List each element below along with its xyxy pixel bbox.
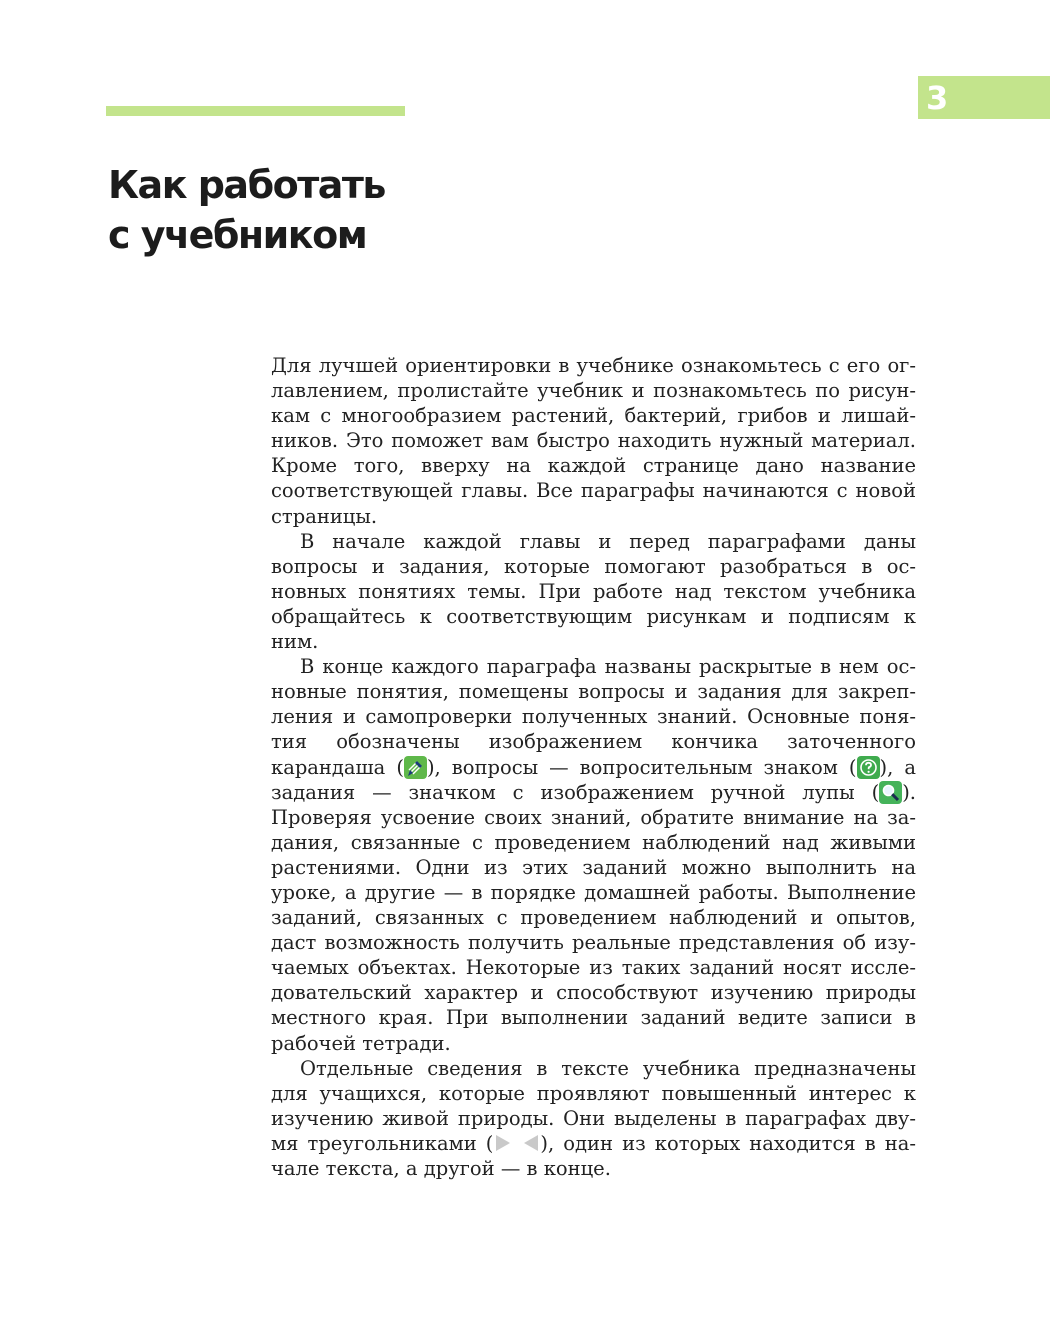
paragraph-3-part-1: В конце каждого параграфа названы раскрытые в нем основные понятия, помещены вопросы и задания для закрепления и самопроверки полученных знаний. Основные понятия обозначены изображением кончика заточенного карандаша (: [271, 655, 916, 779]
paragraph-4: [271, 1056, 916, 1181]
paragraph-4-part-1: Отдельные сведения в тексте учебника предназначены для учащихся, которые проявляют повышенный интерес к изучению живой природы. Они выделены в параграфах двумя треугольниками (: [271, 1056, 916, 1155]
triangle-right-icon: [496, 1135, 510, 1151]
paragraph-3-part-4: ). Проверяя усвоение своих знаний, обратите внимание на задания, связанные с проведением наблюдений над живыми растениями. Одни из этих заданий можно выполнить на уроке, а другие — в порядке домашней работы. Выполнение заданий, связанных с проведением наблюдений и опытов, даст возможность получить реальные представления об изучаемых объектах. Некоторые из таких заданий носят исследовательский характер и способствуют изучению природы местного края. При выполнении заданий ведите записи в рабочей тетради.: [271, 780, 916, 1055]
page-number-tab: [918, 76, 1050, 119]
pencil-icon: [404, 756, 427, 779]
question-mark-icon: [857, 756, 880, 779]
page-title: [108, 160, 385, 260]
page-title-line-1: Как работать: [108, 163, 385, 207]
paragraph-3-part-3: ), а задания — значком с изображением ручной лупы (: [271, 755, 916, 804]
header-accent-bar: [106, 106, 405, 116]
paragraph-4-part-2: ), один из которых находится в начале текста, а другой — в конце.: [271, 1131, 916, 1180]
page-number: 3: [926, 79, 949, 117]
paragraph-2: В начале каждой главы и перед параграфами даны вопросы и задания, которые помогают разобраться в основных понятиях темы. При работе над текстом учебника обращайтесь к соответствующим рисункам и подписям к ним.: [271, 529, 916, 654]
triangle-left-icon: [524, 1135, 538, 1151]
paragraph-3-part-2: ), вопросы — вопросительным знаком (: [426, 755, 857, 779]
body-text: [271, 353, 916, 1181]
magnifier-icon: [879, 781, 902, 804]
page-title-line-2: с учебником: [108, 213, 367, 257]
paragraph-3: [271, 654, 916, 1056]
paragraph-1: Для лучшей ориентировки в учебнике ознакомьтесь с его оглавлением, пролистайте учебник и познакомьтесь по рисункам с многообразием растений, бактерий, грибов и лишайников. Это поможет вам быстро находить нужный материал. Кроме того, вверху на каждой странице дано название соответствующей главы. Все параграфы начинаются с новой страницы.: [271, 354, 916, 528]
